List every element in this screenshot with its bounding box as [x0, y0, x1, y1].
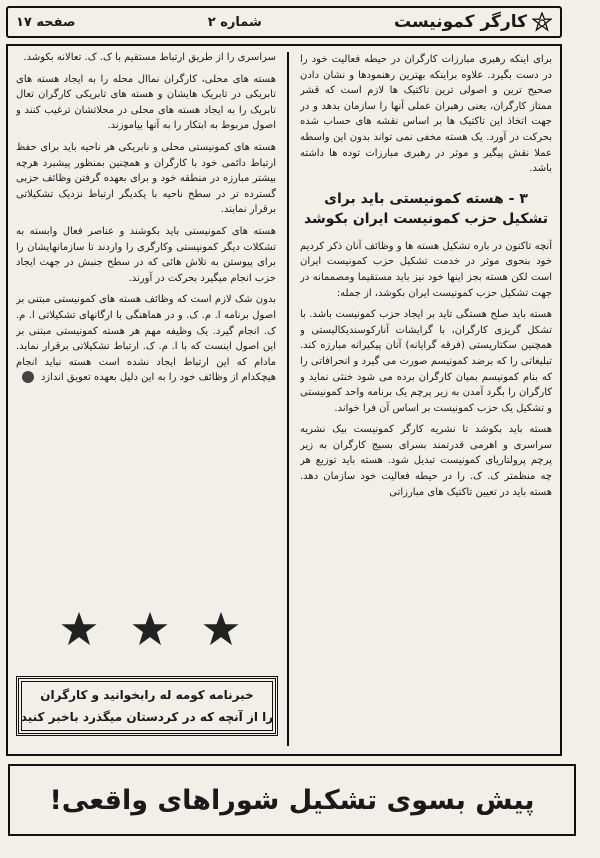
bullet-end-icon [22, 371, 34, 383]
slogan-text: پیش بسوی تشکیل شوراهای واقعی! [49, 784, 535, 816]
star-icon [131, 610, 169, 648]
paragraph: هسته های محلی، کارگران نماال محله را به ایجاد هسته های تابریکی در تابریک هایشان و هسته های تابریکی کارگران تعال تابریک را به ایجاد هسته های محلی در محلاتشان ترغیب کنند و اصول مربوط به ابتکار را به آنها بیاموزند. [16, 73, 276, 132]
paragraph: آنچه تاکنون در باره تشکیل هسته ها و وظائف آنان ذکر کردیم خود بنحوی موثر در خدمت تشکیل حزب کمونیست ایران است لکن هسته بجز اینها خود نیز باید مستقیما ومصممانه در جهت تشکیل حزب کمونیست ایران بکوشد، از جمله: [300, 240, 552, 299]
column-divider [287, 52, 289, 746]
star-icon [60, 610, 98, 648]
page-header [6, 6, 562, 38]
issue-number: شماره ۲ [207, 14, 262, 30]
paragraph: هسته باید بکوشد تا نشریه کارگر کمونیست بیک نشریه سراسری و اهرمی قدرتمند بسرای بسیج کارگران به زیر پرچم پرولتاریای کمونیست تبدیل شود. هسته باید توزیع هر چه منظمتر ک. ک. را در حیطه فعالیت خود سازمان دهد. هسته باید در تعیین تاکتیک های مبارزاتی [300, 424, 552, 498]
left-column [16, 50, 276, 590]
slogan-banner [8, 764, 576, 836]
paragraph: سراسری را از طریق ارتباط مستقیم با ک. ک. تعالانه بکوشد. [23, 52, 276, 63]
page-number: صفحه ۱۷ [16, 14, 76, 30]
paragraph: هسته های کمونیستی باید بکوشند و عناصر فعال وابسته به تشکلات دیگر کمونیستی وکارگری را واردند تا سازمانهایشان را برای پیوستن به تلاش هائی که در سطح جنبش در جهت ایجاد حزب انجام میگیرد بحرکت در آورند. [16, 225, 276, 284]
paragraph-text: بدون شک لازم است که وظائف هسته های کمونیستی مبتنی بر اصول برنامه ا. م. ک. و در هماهنگی با ارگانهای تشکیلاتی ا. م. ک. انجام گیرد. یک وظیفه مهم هر هسته کمونیستی مبتنی بر این اصول اینست که با ا. م. ک. ارتباط تشکیلاتی برقرار نماید. مادام که این ارتباط ایجاد نشده است هسته نباید انجام هیچکدام از وظائف خود را به این دلیل بعهده تعویق اندازد [16, 294, 276, 384]
star-icon [202, 610, 240, 648]
star-hammer-sickle-icon [532, 12, 552, 32]
masthead-title: کارگر کمونیست [394, 12, 527, 32]
paragraph-last [16, 292, 276, 386]
newsletter-callout [16, 676, 278, 736]
paragraph: هسته های کمونیستی محلی و نابریکی هر ناحیه باید برای حفظ ارتباط دائمی خود با کارگران و همچنین بمنظور پیشبرد هرچه بیشتر مبارزه در منطقه خود و برای بعهده گرفتن وظائف حزبی گسترده تر در سطح ناحیه با یکدیگر ارتباط نزدیک تشکیلاتی برقرار نمایند. [16, 141, 276, 216]
paragraph: برای اینکه رهبری مبارزات کارگران در حیطه فعالیت خود را در دست بگیرد. علاوه براینکه بهترین رهنمودها و نشان دادن صحیح ترین و اصولی ترین تاکتیک ها لازم است که قشر ممتاز کارگران، یعنی رهبران عملی آنها را سازمان بدهد و در جهت اتخاذ این تاکتیک ها بر اساس نقشه های حساب شده بحرکت در آورد. یک هسته مخفی نمی تواند بدون این واسطه عملا نقش پیگیر و موثر در رهبری مبارزات توده ها داشته باشد. [300, 54, 552, 175]
star-separator [60, 608, 240, 650]
masthead [394, 12, 552, 32]
paragraph: هسته باید صلح هستگی تاید بر ایجاد حزب کمونیست باشد. با تشکل گریزی کارگران، با گرایشات آنارکوسندیکالیستی و همچنین سکتاریستی (فرقه گرایانه) آنان پیکیرانه مبارزه کند. تبلیغاتی را که برضد کمونیسم صورت می گیرد و انحرافاتی را که بنام کمونیسم بمیان کارگران برده می شود خنثی نماید و کارگران را بگرد آمدن به زیر پرچم یک برنامه واحد کمونیستی و تشکیل یک حزب کمونیست بر اساس آن فرا خواند. [300, 309, 552, 414]
callout-line: را از آنچه که در کردستان میگذرد باخبر کنید [20, 710, 274, 724]
callout-line: خبرنامه کومه له رابخوانید و کارگران [40, 688, 254, 702]
right-column [300, 52, 552, 742]
section-heading: ۳ - هسته کمونیستی باید برای تشکیل حزب کمونیست ایران بکوشد [303, 190, 549, 227]
